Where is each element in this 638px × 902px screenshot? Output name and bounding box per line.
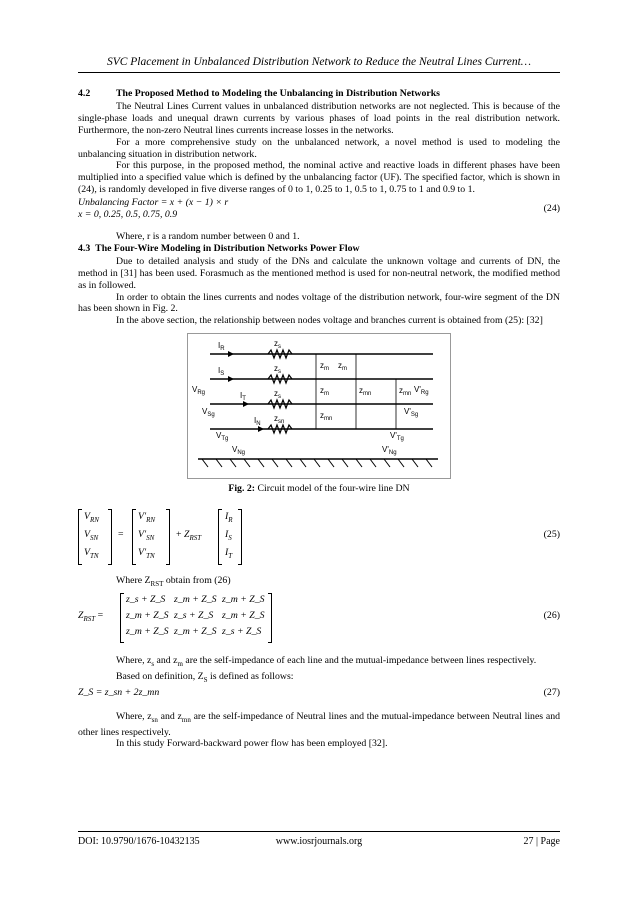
- matrix-entry: z_m + Z_S: [174, 593, 217, 605]
- matrix-entry: $V_{TN}$: [84, 547, 99, 561]
- matrix-entry: $V'_{SN}$: [138, 529, 155, 543]
- label-zmn: $z_{mn}$: [320, 411, 333, 423]
- label-zs: $z_s$: [274, 389, 281, 401]
- label-VpSg: $V'_{Sg}$: [404, 407, 419, 419]
- circuit-figure: [187, 333, 451, 479]
- matrix-entry: z_s + Z_S: [222, 625, 262, 637]
- matrix-entry: $I_T$: [225, 547, 233, 561]
- label-zs: $z_s$: [274, 339, 281, 351]
- matrix-entry: z_m + Z_S: [222, 593, 265, 605]
- section-title: The Proposed Method to Modeling the Unbalancing in Distribution Networks: [116, 88, 440, 99]
- section-4-2-heading: [78, 88, 560, 100]
- paragraph: Due to detailed analysis and study of the DNs and calculate the unknown voltage and currents of DN, the method in [31] has been used. Forasmuch as the mentioned method is used for non-neutral network, the modified method as in followed.: [78, 255, 560, 291]
- equation-number: (24): [543, 203, 560, 215]
- journal-site: www.iosrjournals.org: [275, 836, 363, 847]
- doi: DOI: 10.9790/1676-10432135: [78, 836, 200, 847]
- paragraph: In order to obtain the lines currents and nodes voltage of the distribution network, four-wire segment of the DN has been shown in Fig. 2.: [78, 291, 560, 315]
- matrix-entry: $V'_{RN}$: [138, 511, 156, 525]
- equation-24: [78, 197, 560, 221]
- paragraph: Based on definition, $Z_S$ is defined as follows:: [116, 670, 294, 684]
- label-zm: $z_m$: [320, 361, 329, 373]
- paragraph: Where $Z_{RST}$ obtain from (26): [116, 575, 231, 589]
- matrix-entry: z_s + Z_S: [126, 593, 166, 605]
- matrix-entry: z_m + Z_S: [174, 625, 217, 637]
- paragraph: In this study Forward-backward power flow has been employed [32].: [116, 738, 388, 750]
- label-zm: $z_m$: [338, 361, 347, 373]
- label-VpNg: $V'_{Ng}$: [382, 445, 397, 457]
- matrix-entry: z_s + Z_S: [174, 609, 214, 621]
- equation-line: x = 0, 0.25, 0.5, 0.75, 0.9: [78, 209, 178, 221]
- matrix-entry: $I_R$: [225, 511, 233, 525]
- equation-line: Z_S = z_sn + 2z_mn: [78, 686, 160, 698]
- circuit-diagram: [188, 334, 450, 478]
- label-VSg: $V_{Sg}$: [202, 407, 215, 419]
- impedance-term: + $Z_{RST}$: [176, 529, 202, 543]
- header-title: SVC Placement in Unbalanced Distribution Network to Reduce the Neutral Lines Current…: [106, 56, 532, 68]
- caption-text: Circuit model of the four-wire line DN: [257, 483, 410, 495]
- label-zmn: $z_{mn}$: [399, 386, 412, 398]
- section-title: The Four-Wire Modeling in Distribution Networks Power Flow: [95, 242, 360, 254]
- matrix-entry: $V_{SN}$: [84, 529, 99, 543]
- equation-line: Unbalancing Factor = x + (x − 1) × r: [78, 197, 229, 209]
- paragraph: For a more comprehensive study on the unbalanced network, a novel method is used to modeling the unbalancing situation in distribution network.: [78, 136, 560, 160]
- label-IR: $I_R$: [218, 341, 225, 353]
- page-number: 27 | Page: [523, 836, 560, 847]
- matrix-entry: $V'_{TN}$: [138, 547, 155, 561]
- matrix-entry: z_m + Z_S: [126, 625, 169, 637]
- equation-number: (27): [543, 686, 560, 698]
- label-zm: $z_m$: [320, 386, 329, 398]
- paragraph: In the above section, the relationship between nodes voltage and branches current is obtained from (25): [32]: [116, 315, 543, 327]
- equation-number: (26): [543, 609, 560, 621]
- section-number: 4.3: [78, 242, 91, 254]
- running-header: [78, 56, 560, 73]
- matrix-entry: $V_{RN}$: [84, 511, 99, 525]
- label-VpRg: $V'_{Rg}$: [414, 385, 429, 397]
- label-zsn: $z_{sn}$: [274, 414, 285, 426]
- paragraph: Where, r is a random number between 0 and 1.: [116, 230, 300, 242]
- label-zmn: $z_{mn}$: [359, 386, 372, 398]
- label-VTg: $V_{Tg}$: [216, 431, 229, 443]
- paragraph: Where, $z_s$ and $z_m$ are the self-impedance of each line and the mutual-impedance between lines respectively.: [116, 654, 537, 668]
- equation-26: [78, 593, 560, 643]
- paragraph: The Neutral Lines Current values in unbalanced distribution networks are not neglected. This is because of the single-phase loads and unequal drawn currents by various phases of load points in the real distribution network. Furthermore, the non-zero Neutral lines currents increase losses in the networks.: [78, 100, 560, 136]
- section-number: 4.2: [78, 88, 91, 99]
- section-4-3-heading: [78, 243, 560, 255]
- matrix-entry: z_m + Z_S: [126, 609, 169, 621]
- equation-25: [78, 509, 560, 565]
- matrix-lhs: $Z_{RST}$ =: [78, 609, 104, 623]
- equation-27: [78, 687, 560, 701]
- equation-number: (25): [543, 529, 560, 541]
- main-content: [78, 88, 560, 750]
- paragraph: For this purpose, in the proposed method, the nominal active and reactive loads in different phases have been multiplied into a specified value which is defined by the unbalancing factor (UF). The specified factor, which is shown in (24), is randomly developed in five diverse ranges of 0 to 1, 0.25 to 1, 0.5 to 1, 0.75 to 1 and 0.9 to 1.: [78, 160, 560, 196]
- label-IS: $I_S$: [218, 366, 225, 378]
- matrix-entry: z_m + Z_S: [222, 609, 265, 621]
- matrix-entry: $I_S$: [225, 529, 232, 543]
- figure-caption: [78, 483, 560, 495]
- page-footer: [78, 831, 560, 847]
- equals-sign: =: [118, 529, 124, 541]
- paragraph: Where, $z_{sn}$ and $z_{mn}$ are the self-impedance of Neutral lines and the mutual-impedance between Neutral lines and other lines respectively.: [78, 710, 560, 738]
- label-VpTg: $V'_{Tg}$: [390, 431, 404, 443]
- label-IT: $I_T$: [240, 391, 246, 403]
- label-VRg: $V_{Rg}$: [192, 385, 206, 397]
- caption-label: Fig. 2:: [228, 483, 256, 495]
- label-zs: $z_s$: [274, 364, 281, 376]
- label-IN: $I_N$: [254, 416, 261, 428]
- label-VNg: $V_{Ng}$: [232, 445, 246, 457]
